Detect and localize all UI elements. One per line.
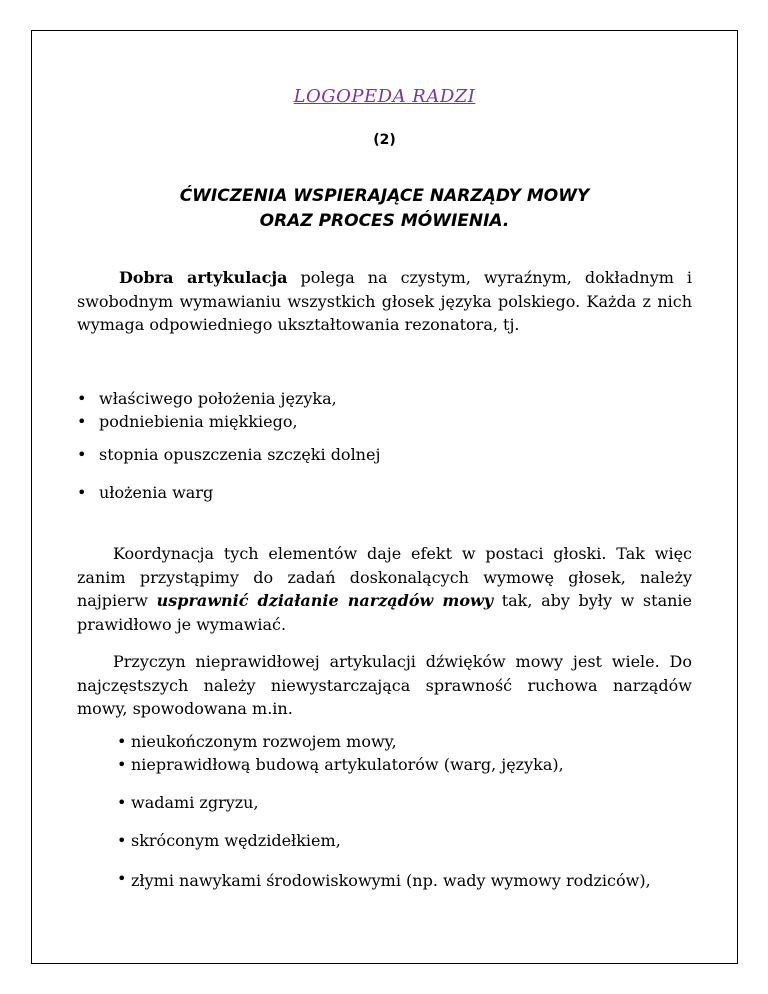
heading-line-2: ORAZ PROCES MÓWIENIA. [259,211,510,231]
list-item-text: ułożenia warg [99,483,214,502]
para2-text-after: tak, aby były w stanie prawidłowo je wymawiać. [77,591,693,634]
list-item-text: właściwego położenia języka, [99,389,337,408]
para3-text: Przyczyn nieprawidłowej artykulacji dźwięków mowy jest wiele. Do najczęstszych należy niewystarczająca sprawność ruchowa narządów mowy, spowodowana m.in. [77,652,692,718]
list-item-text: złymi nawykami środowiskowymi (np. wady wymowy rodziców), [131,871,651,890]
heading-line-1: ĆWICZENIA WSPIERAJĄCE NARZĄDY MOWY [179,186,590,206]
list-item-text: nieukończonym rozwojem mowy, [131,732,397,751]
bullet-icon: • [117,869,127,888]
list-item-text: skróconym wędzidełkiem, [131,831,341,850]
list-item-text: wadami zgryzu, [131,793,259,812]
section-heading [77,184,692,234]
list-item-text: stopnia opuszczenia szczęki dolnej [99,445,381,464]
intro-text: polega na czystym, wyraźnym, dokładnym i swobodnym wymawianiu wszystkich głosek języka polskiego. Każda z nich wymaga odpowiedniego ukształtowania rezonatora, tj. [77,268,692,334]
bullet-icon: • [77,445,87,464]
causes-paragraph [77,650,692,721]
para2-text-before: Koordynacja tych elementów daje efekt w postaci głoski. Tak więc zanim przystąpimy do zadań doskonalących wymowę głosek, należy najpierw [77,544,692,610]
document-page [31,30,738,964]
document-number: (2) [373,132,396,148]
intro-bold-term: Dobra artykulacja [119,268,288,287]
document-title: LOGOPEDA RADZI [293,86,476,107]
bullet-icon: • [117,793,127,812]
bullet-icon: • [77,412,87,431]
bullet-icon: • [77,389,87,408]
coordination-paragraph [77,542,692,636]
bullet-icon: • [117,755,127,774]
bullet-icon: • [117,732,127,751]
para2-emphasis: usprawnić działanie narządów mowy [156,591,494,610]
list-item-text: nieprawidłową budową artykulatorów (warg, języka), [131,755,564,774]
bullet-icon: • [117,831,127,850]
list-item-text: podniebienia miękkiego, [99,412,298,431]
bullet-icon: • [77,483,87,502]
intro-paragraph [77,266,692,337]
